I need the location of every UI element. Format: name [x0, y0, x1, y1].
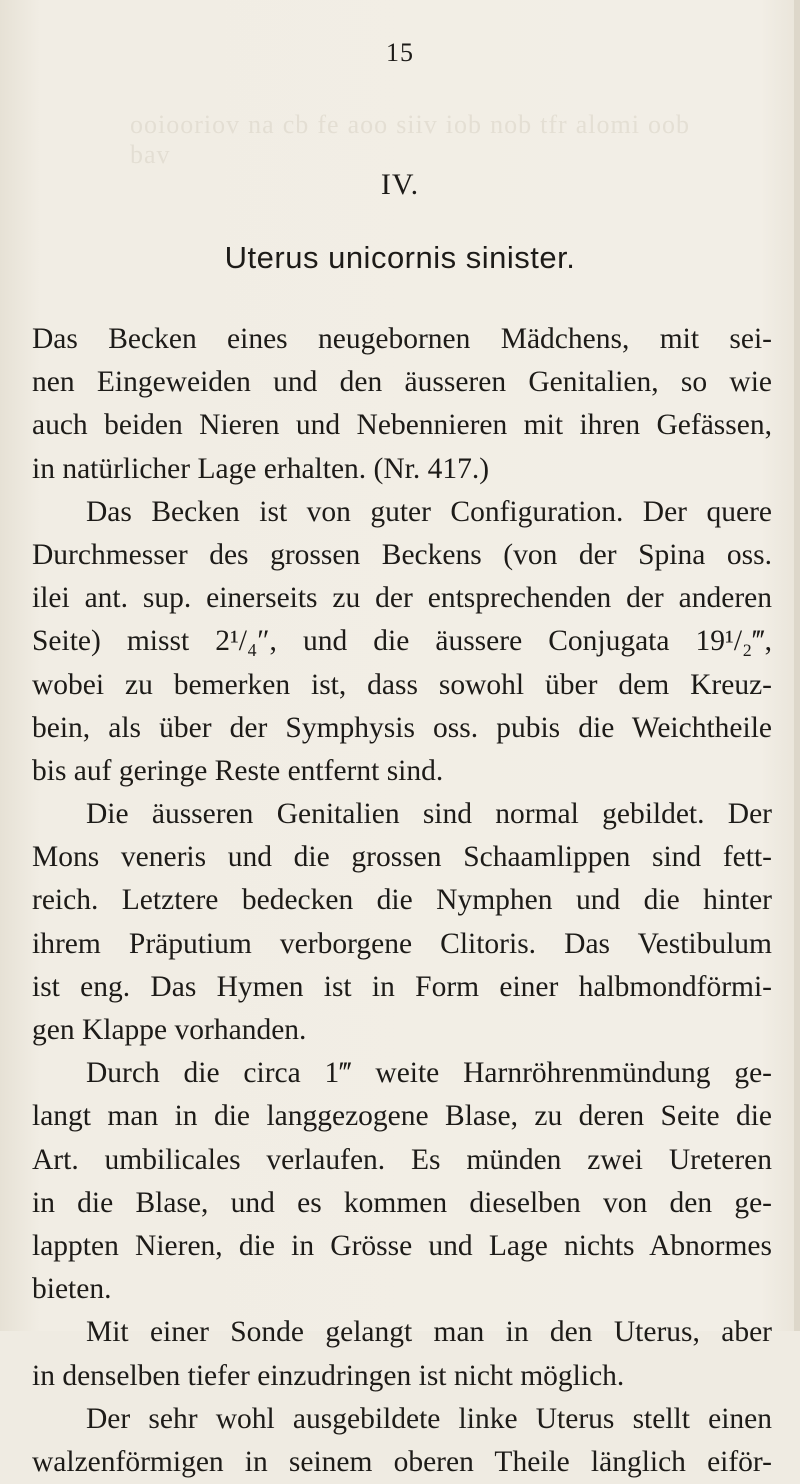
text-line: Mit einer Sonde gelangt man in den Uterus, aber — [86, 1316, 772, 1349]
text-line: bieten. — [32, 1273, 112, 1306]
text-line: lappten Nieren, die in Grösse und Lage nichts Abnormes — [32, 1229, 772, 1262]
text-line: bein, als über der Symphysis oss. pubis die Weichtheile — [32, 711, 772, 744]
text-line: auch beiden Nieren und Nebennieren mit ihren Gefässen, — [32, 409, 772, 442]
text-line: in natürlicher Lage erhalten. (Nr. 417.) — [32, 452, 490, 485]
section-title: Uterus unicornis sinister. — [224, 240, 576, 275]
text-line: langt man in die langgezogene Blase, zu deren Seite die — [32, 1100, 772, 1133]
text-line: Durch die circa 1‴ weite Harnröhrenmündung ge- — [86, 1057, 772, 1090]
text-line: nen Eingeweiden und den äusseren Genitalien, so wie — [32, 366, 772, 399]
text-line: reich. Letztere bedecken die Nymphen und die hinter — [32, 884, 772, 917]
page-edge-shadow — [794, 0, 800, 1331]
text-line: in die Blase, und es kommen dieselben von den ge- — [32, 1186, 772, 1219]
text-line: ihrem Präputium verborgene Clitoris. Das Vestibulum — [32, 927, 772, 960]
text-line: Das Becken ist von guter Configuration. Der quere — [86, 495, 772, 528]
chapter-heading: IV. — [380, 168, 420, 201]
bleed-through-text: ooiooriov na cb fe aoo siiv iob nob tfr alomi oob bav — [130, 110, 690, 169]
text-line: ilei ant. sup. einerseits zu der entsprechenden der anderen — [32, 582, 772, 615]
text-line: walzenförmigen in seinem oberen Theile länglich eiför- — [32, 1445, 772, 1478]
body-text — [32, 318, 772, 1484]
text-line: Mons veneris und die grossen Schaamlippen sind fett- — [32, 841, 772, 874]
text-line: wobei zu bemerken ist, dass sowohl über dem Kreuz- — [32, 668, 772, 701]
text-line: Durchmesser des grossen Beckens (von der Spina oss. — [32, 538, 772, 571]
text-line: Art. umbilicales verlaufen. Es münden zwei Ureteren — [32, 1143, 772, 1176]
page-number: 15 — [386, 38, 414, 67]
text-line: gen Klappe vorhanden. — [32, 1014, 307, 1046]
text-line: Der sehr wohl ausgebildete linke Uterus stellt einen — [86, 1402, 772, 1435]
text-line: Das Becken eines neugebornen Mädchens, mit sei- — [32, 323, 772, 355]
text-line: ist eng. Das Hymen ist in Form einer halbmondförmi- — [32, 970, 772, 1003]
text-line: in denselben tiefer einzudringen ist nicht möglich. — [32, 1359, 625, 1392]
text-line: Seite) misst 2¹/₄″, und die äussere Conjugata 19¹/₂‴, — [32, 625, 772, 658]
text-line: bis auf geringe Reste entfernt sind. — [32, 754, 444, 787]
text-line: Die äusseren Genitalien sind normal gebildet. Der — [86, 798, 772, 831]
